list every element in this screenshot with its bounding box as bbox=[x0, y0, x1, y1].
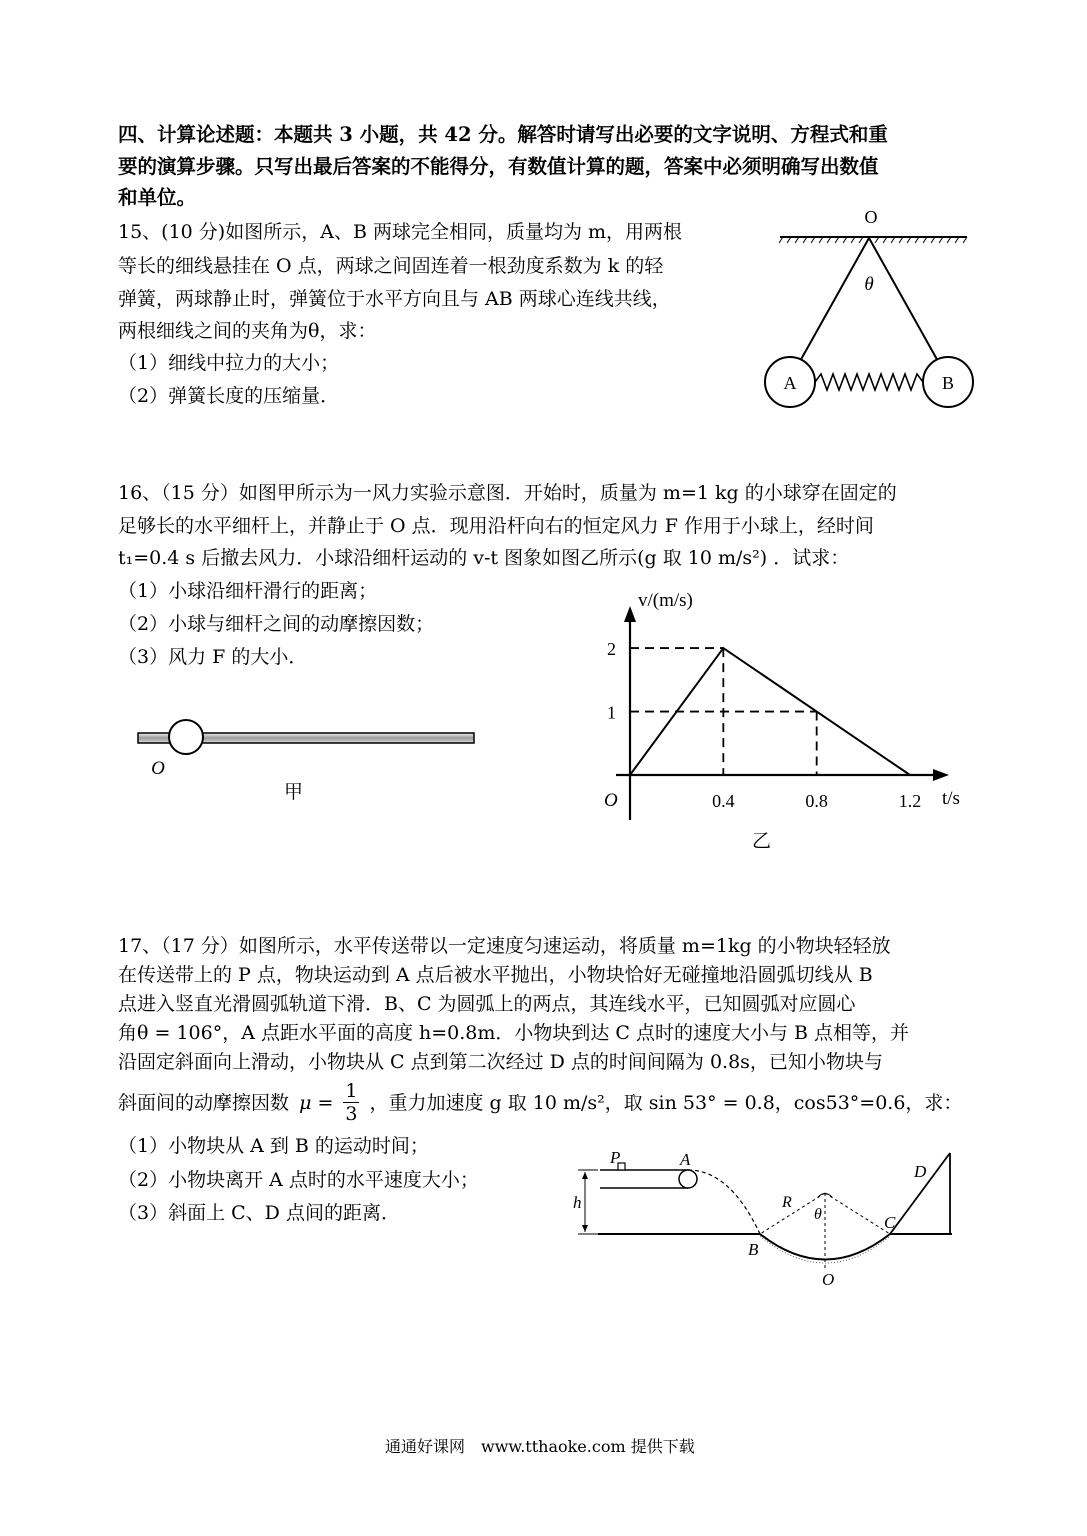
x-tick-label-0: 0.4 bbox=[712, 791, 735, 811]
label-d: D bbox=[914, 1162, 927, 1181]
x-tick-label-2: 1.2 bbox=[898, 791, 922, 811]
label-b: B bbox=[941, 373, 955, 393]
label-o: O bbox=[151, 758, 165, 779]
q16-line-1: 16、（15 分）如图甲所示为一风力实验示意图．开始时，质量为 m=1 kg 的小球穿在固定的 bbox=[118, 482, 897, 504]
belt-pulley bbox=[679, 1170, 697, 1188]
label-theta: θ bbox=[864, 274, 874, 295]
label-p: P bbox=[610, 1148, 621, 1167]
y-tick-label-0: 1 bbox=[607, 702, 616, 723]
q15-line-3: 弹簧，两球静止时，弹簧位于水平方向且与 AB 两球心连线共线， bbox=[118, 288, 671, 310]
q16-sub-question-2: （2）小球与细杆之间的动摩擦因数； bbox=[118, 613, 435, 635]
y-axis-arrow bbox=[624, 606, 636, 622]
y-axis-label: v/(m/s) bbox=[638, 590, 693, 611]
spring bbox=[815, 374, 923, 390]
label-theta: θ bbox=[814, 1206, 822, 1223]
footer-text: 通通好课网 www.tthaoke.com 提供下载 bbox=[385, 1437, 695, 1456]
label-b: B bbox=[748, 1240, 759, 1259]
q15-line-4: 两根细线之间的夹角为θ，求： bbox=[118, 320, 377, 342]
label-o: O bbox=[864, 207, 878, 227]
section-heading-line-3: 和单位。 bbox=[118, 186, 197, 209]
fraction-denominator: 3 bbox=[345, 1103, 358, 1125]
q17-figure bbox=[570, 1145, 960, 1295]
q17-line-6-prefix: 斜面间的动摩擦因数 bbox=[118, 1092, 290, 1114]
y-tick-label-1: 2 bbox=[607, 639, 616, 660]
q17-line-1: 17、（17 分）如图所示，水平传送带以一定速度匀速运动，将质量 m=1kg 的小物块轻轻放 bbox=[118, 935, 891, 957]
section-heading-line-2: 要的演算步骤。只写出最后答案的不能得分，有数值计算的题，答案中必须明确写出数值 bbox=[118, 155, 879, 178]
q17-line-6 bbox=[118, 1080, 962, 1130]
label-o: O bbox=[822, 1270, 835, 1289]
label-c: C bbox=[884, 1213, 896, 1232]
x-tick-label-1: 0.8 bbox=[805, 791, 828, 811]
small-ball bbox=[169, 720, 203, 754]
q16-line-2: 足够长的水平细杆上，并静止于 O 点．现用沿杆向右的恒定风力 F 作用于小球上，经时间 bbox=[118, 515, 874, 537]
figure-yi-caption: 乙 bbox=[752, 830, 772, 852]
label-r: R bbox=[782, 1194, 792, 1211]
q17-line-4: 角θ = 106°，A 点距水平面的高度 h=0.8m．小物块到达 C 点时的速度大小与 B 点相等，并 bbox=[118, 1022, 910, 1044]
label-a: A bbox=[680, 1150, 691, 1169]
x-axis-label: t/s bbox=[942, 788, 960, 809]
label-a: A bbox=[783, 373, 797, 393]
x-axis-arrow bbox=[933, 769, 949, 781]
q17-line-5: 沿固定斜面向上滑动，小物块从 C 点到第二次经过 D 点的时间间隔为 0.8s，已知小物块与 bbox=[118, 1051, 883, 1073]
q15-figure bbox=[775, 205, 985, 405]
origin-label: O bbox=[604, 790, 618, 811]
fraction-numerator: 1 bbox=[345, 1080, 358, 1102]
figure-jia-caption: 甲 bbox=[284, 781, 304, 803]
q15-sub-question-2: （2）弹簧长度的压缩量． bbox=[118, 385, 340, 407]
q17-sub-question-1: （1）小物块从 A 到 B 的运动时间； bbox=[118, 1135, 429, 1157]
q17-line-6-suffix: ，重力加速度 g 取 10 m/s²，取 sin 53° = 0.8，cos53°=0.6，求： bbox=[369, 1092, 963, 1114]
q17-sub-question-3: （3）斜面上 C、D 点间的距离． bbox=[118, 1202, 400, 1224]
projectile-path bbox=[688, 1170, 760, 1234]
q17-line-2: 在传送带上的 P 点，物块运动到 A 点后被水平抛出，小物块恰好无碰撞地沿圆弧切线从 B bbox=[118, 964, 873, 986]
fraction-one-third bbox=[343, 1080, 359, 1125]
q15-line-1: 15、(10 分)如图所示，A、B 两球完全相同，质量均为 m，用两根 bbox=[118, 221, 682, 243]
q16-sub-question-1: （1）小球沿细杆滑行的距离； bbox=[118, 580, 378, 602]
q17-line-3: 点进入竖直光滑圆弧轨道下滑．B、C 为圆弧上的两点，其连线水平，已知圆弧对应圆心 bbox=[118, 993, 856, 1015]
q17-sub-question-2: （2）小物块离开 A 点时的水平速度大小； bbox=[118, 1169, 479, 1191]
mu-symbol: μ = bbox=[299, 1092, 334, 1114]
q15-sub-question-1: （1）细线中拉力的大小； bbox=[118, 352, 340, 374]
q16-line-3: t₁=0.4 s 后撤去风力．小球沿细杆运动的 v-t 图象如图乙所示(g 取 10 m/s²) ．试求： bbox=[118, 547, 850, 569]
figure-jia bbox=[130, 715, 490, 815]
q15-line-2: 等长的细线悬挂在 O 点，两球之间固连着一根劲度系数为 k 的轻 bbox=[118, 255, 664, 277]
vt-chart bbox=[590, 580, 990, 850]
section-heading-line-1: 四、计算论述题：本题共 3 小题，共 42 分。解答时请写出必要的文字说明、方程式和重 bbox=[118, 123, 888, 146]
label-h: h bbox=[573, 1193, 582, 1212]
q16-sub-question-3: （3）风力 F 的大小． bbox=[118, 646, 308, 668]
